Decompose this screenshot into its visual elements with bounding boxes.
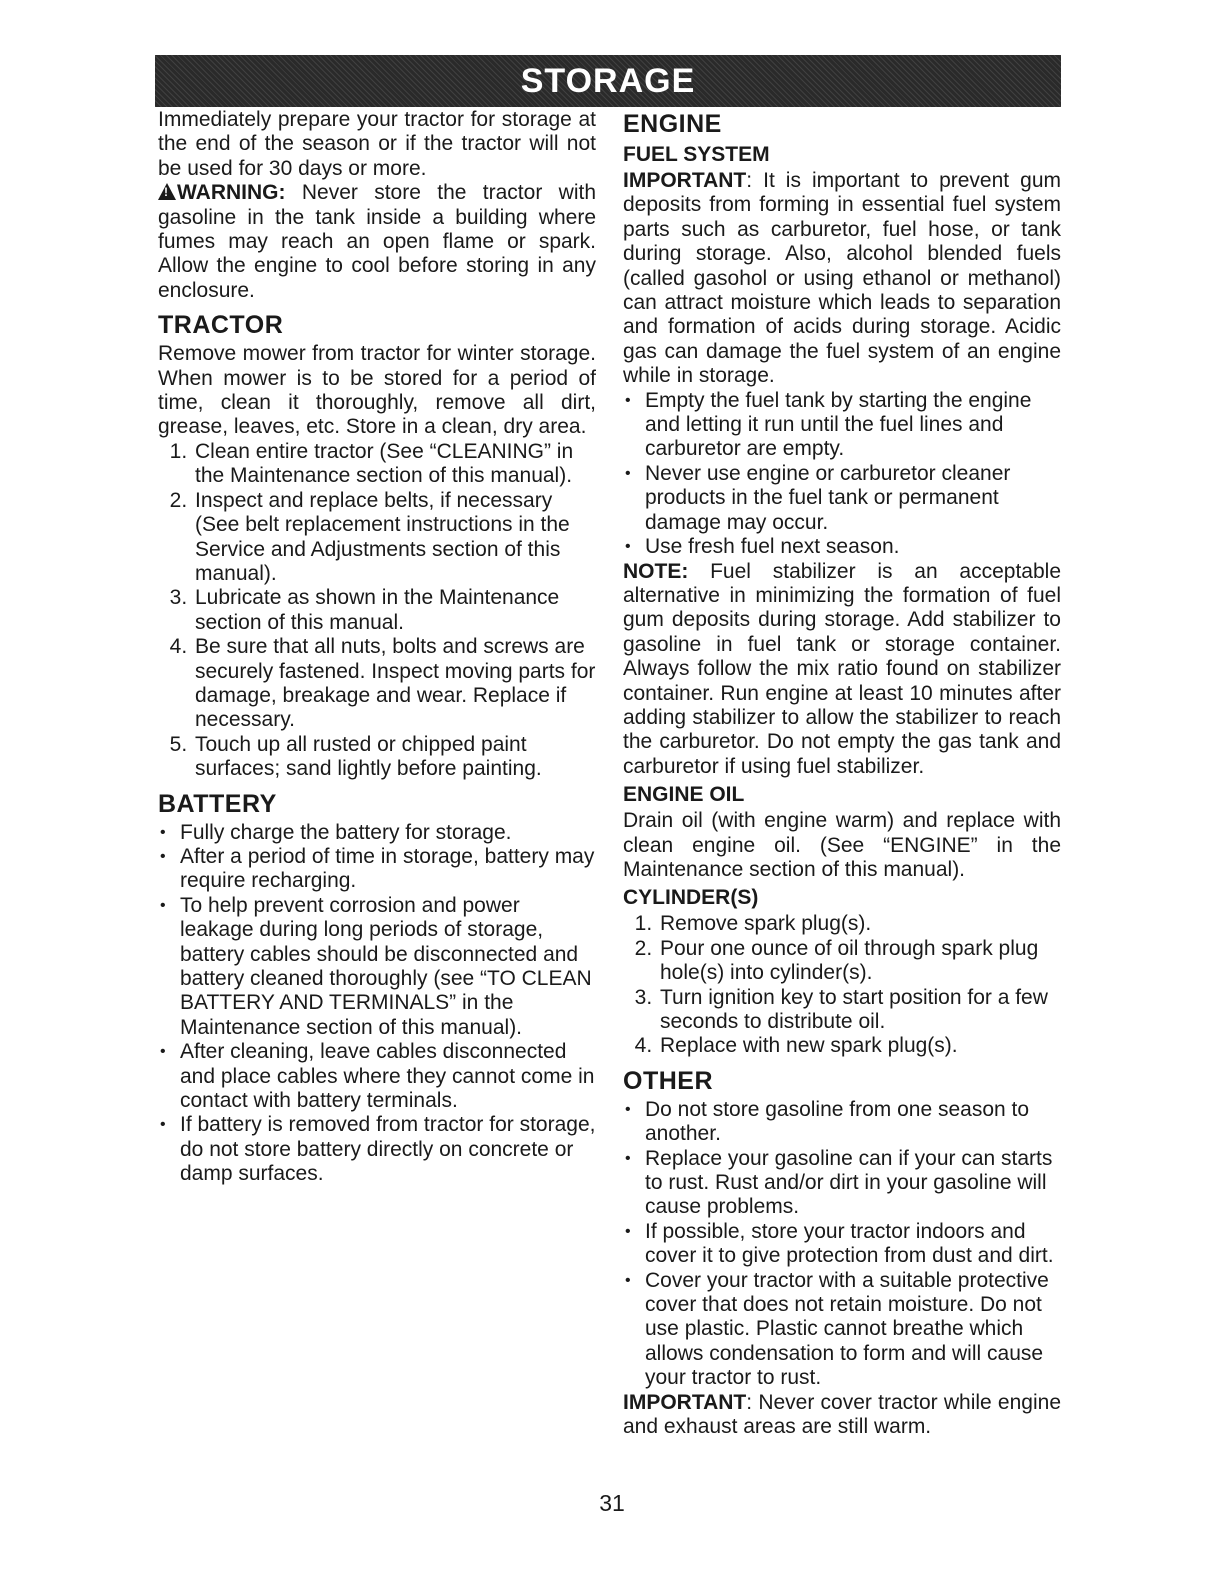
engine-oil-paragraph: Drain oil (with engine warm) and replace with clean engine oil. (See “ENGINE” in the Maintenance section of this manual). [623, 809, 1061, 881]
page-title: STORAGE [520, 61, 696, 100]
tractor-steps [158, 440, 596, 782]
tractor-paragraph: Remove mower from tractor for winter storage. When mower is to be stored for a period of time, clean it thoroughly, remove all dirt, grease, leaves, etc. Store in a clean, dry area. [158, 342, 596, 439]
list-item: 4. Be sure that all nuts, bolts and screws are securely fastened. Inspect moving parts for damage, breakage and wear. Replace if necessary. [193, 635, 596, 733]
other-list [623, 1098, 1061, 1391]
list-item: • To help prevent corrosion and power leakage during long periods of storage, battery cables should be disconnected and battery cleaned thoroughly (see “TO CLEAN BATTERY AND TERMINALS” in the Maintenance section of this manual). [180, 894, 596, 1040]
list-item: • After cleaning, leave cables disconnected and place cables where they cannot come in contact with battery terminals. [180, 1040, 596, 1113]
important-text: : Never cover tractor while engine and exhaust areas are still warm. [623, 1390, 1061, 1439]
warning-label: WARNING: [177, 181, 286, 205]
warning-text: Never store the tractor with gasoline in the tank inside a building where fumes may reach an open flame or spark. Allow the engine to cool before storing in any enclosure. [158, 181, 597, 302]
right-column [623, 108, 1061, 1440]
list-item: • After a period of time in storage, battery may require recharging. [180, 845, 596, 894]
list-item: 2. Pour one ounce of oil through spark plug hole(s) into cylinder(s). [658, 937, 1061, 986]
note-text: Fuel stabilizer is an acceptable alternative in minimizing the formation of fuel gum deposits during storage. Add stabilizer to gasoline in fuel tank or storage container. Always follow the mix ratio found on stabilizer container. Run engine at least 10 minutes after adding stabilizer to allow the stabilizer to reach the carburetor. Do not empty the gas tank and carburetor if using fuel stabilizer. [623, 559, 1061, 778]
list-item: • Fully charge the battery for storage. [180, 821, 596, 845]
battery-heading: BATTERY [158, 789, 277, 818]
list-item: • If battery is removed from tractor for storage, do not store battery directly on concrete or damp surfaces. [180, 1113, 596, 1186]
list-item: 2. Inspect and replace belts, if necessary (See belt replacement instructions in the Service and Adjustments section of this manual). [193, 489, 596, 587]
list-item: • If possible, store your tractor indoors and cover it to give protection from dust and dirt. [645, 1220, 1061, 1269]
list-item: 3. Turn ignition key to start position for a few seconds to distribute oil. [658, 986, 1061, 1035]
other-heading: OTHER [623, 1066, 713, 1095]
important-text: : It is important to prevent gum deposits from forming in essential fuel system parts such as carburetor, fuel hose, or tank during storage. Also, alcohol blended fuels (called gasohol or using ethanol or methanol) can attract moisture which leads to separation and formation of acids during storage. Acidic gas can damage the fuel system of an engine while in storage. [623, 169, 1061, 388]
engine-heading: ENGINE [623, 110, 722, 138]
list-item: 3. Lubricate as shown in the Maintenance section of this manual. [193, 586, 596, 635]
page-number: 31 [599, 1490, 625, 1516]
battery-list [158, 821, 596, 1187]
tractor-heading: TRACTOR [158, 311, 284, 340]
list-item: 4. Replace with new spark plug(s). [658, 1034, 1061, 1058]
fuel-system-heading: FUEL SYSTEM [623, 143, 770, 166]
cylinders-heading: CYLINDER(S) [623, 886, 759, 910]
note-label: NOTE: [623, 559, 689, 583]
important-label: IMPORTANT [623, 169, 747, 192]
list-item: • Empty the fuel tank by starting the engine and letting it run until the fuel lines and carburetor are empty. [645, 389, 1061, 462]
list-item: • Cover your tractor with a suitable protective cover that does not retain moisture. Do not use plastic. Plastic cannot breathe which allows condensation to form and will cause your tractor to rust. [645, 1269, 1061, 1391]
warning-paragraph [158, 181, 596, 303]
fuel-list [623, 389, 1061, 560]
list-item: • Never use engine or carburetor cleaner products in the fuel tank or permanent damage may occur. [645, 462, 1061, 535]
list-item: 1. Clean entire tractor (See “CLEANING” in the Maintenance section of this manual). [193, 440, 596, 489]
list-item: • Do not store gasoline from one season to another. [645, 1098, 1061, 1147]
important-label: IMPORTANT [623, 1390, 747, 1414]
storage-banner [155, 55, 1061, 107]
engine-oil-heading: ENGINE OIL [623, 783, 745, 807]
intro-paragraph: Immediately prepare your tractor for storage at the end of the season or if the tractor will not be used for 30 days or more. [158, 108, 596, 180]
list-item: • Use fresh fuel next season. [645, 535, 1061, 559]
other-important-paragraph [623, 1391, 1061, 1440]
warning-icon [158, 183, 176, 200]
list-item: 1. Remove spark plug(s). [658, 912, 1061, 936]
list-item: • Replace your gasoline can if your can starts to rust. Rust and/or dirt in your gasoline will cause problems. [645, 1147, 1061, 1220]
fuel-important-paragraph [623, 169, 1061, 389]
cylinders-steps [623, 912, 1061, 1058]
note-paragraph [623, 560, 1061, 780]
left-column [158, 108, 596, 1187]
list-item: 5. Touch up all rusted or chipped paint surfaces; sand lightly before painting. [193, 733, 596, 782]
